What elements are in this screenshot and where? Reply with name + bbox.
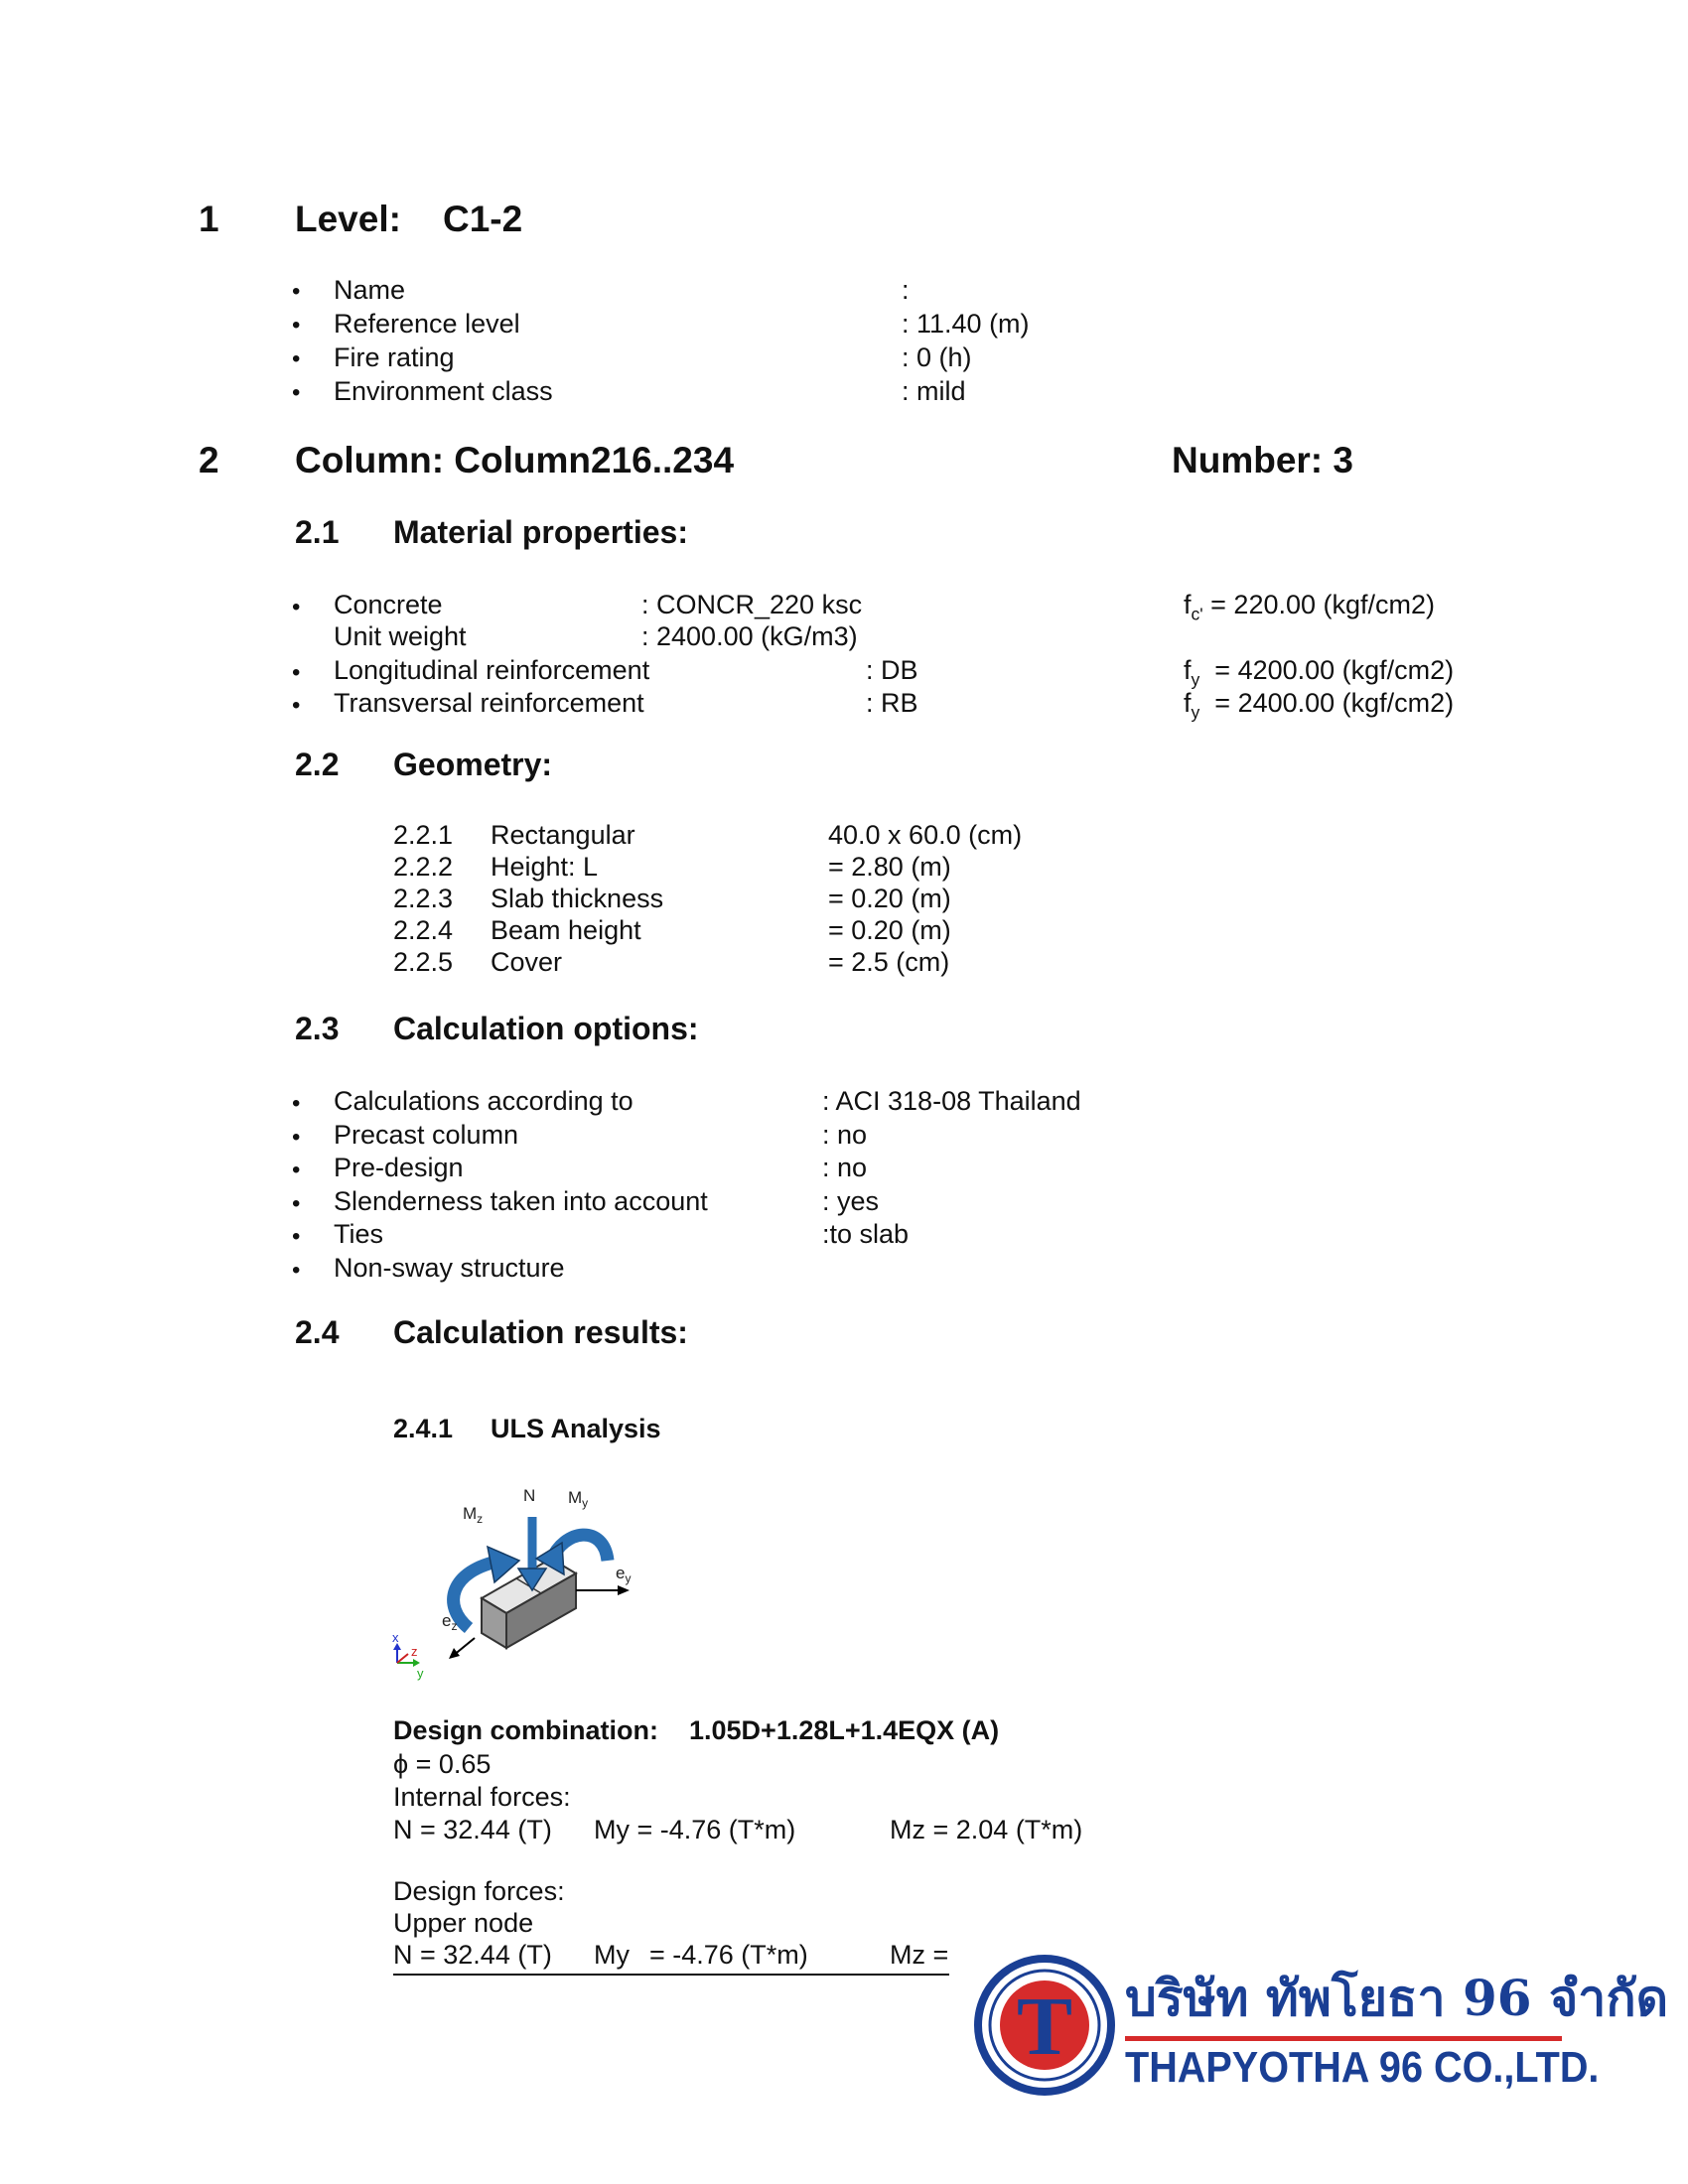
axis-z-line bbox=[397, 1654, 408, 1663]
geometry-row-value: = 2.5 (cm) bbox=[828, 947, 950, 977]
bullet: • bbox=[292, 1190, 301, 1217]
design-combination-value: 1.05D+1.28L+1.4EQX (A) bbox=[689, 1715, 1000, 1745]
options-number: 2.3 bbox=[295, 1011, 340, 1046]
fy-symbol: f bbox=[1184, 655, 1192, 685]
option-label: Pre-design bbox=[334, 1153, 464, 1182]
bullet: • bbox=[292, 345, 301, 372]
ey-label-e: e bbox=[616, 1564, 626, 1582]
fy-symbol: f bbox=[1184, 688, 1192, 718]
n-label: N bbox=[523, 1486, 536, 1505]
geometry-row-value: 40.0 x 60.0 (cm) bbox=[828, 820, 1023, 850]
column-load-diagram bbox=[387, 1479, 665, 1698]
bullet: • bbox=[292, 594, 301, 620]
concrete-value: : CONCR_220 ksc bbox=[641, 590, 863, 619]
option-value: : ACI 318-08 Thailand bbox=[822, 1086, 1081, 1116]
fy-subscript: y bbox=[1191, 669, 1200, 690]
geometry-row-number: 2.2.4 bbox=[393, 915, 454, 945]
column-title: Column: Column216..234 bbox=[295, 440, 735, 480]
axis-x-label: x bbox=[392, 1630, 399, 1645]
upper-n: N = 32.44 (T) bbox=[393, 1940, 552, 1970]
unit-weight-label: Unit weight bbox=[334, 621, 467, 651]
fy-subscript: y bbox=[1191, 702, 1200, 723]
logo-letter: T bbox=[1016, 1980, 1073, 2073]
level-item-label: Name bbox=[334, 275, 406, 305]
axis-z-label: z bbox=[411, 1644, 418, 1659]
geometry-row-number: 2.2.1 bbox=[393, 820, 454, 850]
bullet: • bbox=[292, 1090, 301, 1117]
upper-my-label: My bbox=[594, 1940, 630, 1970]
internal-forces-label: Internal forces: bbox=[393, 1782, 571, 1812]
mz-label-sub: z bbox=[477, 1512, 484, 1526]
level-item-label: Fire rating bbox=[334, 342, 455, 372]
bullet: • bbox=[292, 379, 301, 406]
geometry-row-number: 2.2.5 bbox=[393, 947, 454, 977]
design-forces-label: Design forces: bbox=[393, 1876, 565, 1906]
transversal-value: : RB bbox=[866, 688, 918, 718]
upper-mz-label: Mz = bbox=[890, 1940, 949, 1970]
longitudinal-value: : DB bbox=[866, 655, 918, 685]
geometry-row-label: Rectangular bbox=[491, 820, 635, 850]
phi-value: ϕ = 0.65 bbox=[393, 1749, 492, 1779]
fc-subscript: c' bbox=[1191, 604, 1203, 624]
logo-thai-name: บริษัท ทัพโยธา 96 จำกัด bbox=[1125, 1969, 1669, 2027]
section-2-number: 2 bbox=[199, 440, 219, 480]
company-logo bbox=[958, 1934, 1669, 2118]
my-label-sub: y bbox=[582, 1496, 589, 1510]
options-title: Calculation options: bbox=[393, 1011, 699, 1046]
option-value: :to slab bbox=[822, 1219, 910, 1249]
option-label: Slenderness taken into account bbox=[334, 1186, 708, 1216]
my-label bbox=[568, 1488, 588, 1510]
level-item-label: Environment class bbox=[334, 376, 553, 406]
material-number: 2.1 bbox=[295, 514, 340, 550]
level-item-value: : 11.40 (m) bbox=[902, 309, 1030, 339]
transversal-label: Transversal reinforcement bbox=[334, 688, 644, 718]
material-title: Material properties: bbox=[393, 514, 688, 550]
geometry-row-number: 2.2.2 bbox=[393, 852, 454, 882]
uls-number: 2.4.1 bbox=[393, 1414, 454, 1443]
ez-arrow-head bbox=[449, 1648, 460, 1659]
geometry-row-label: Cover bbox=[491, 947, 563, 977]
upper-my-value: = -4.76 (T*m) bbox=[649, 1940, 808, 1970]
option-value: : no bbox=[822, 1120, 868, 1150]
option-label: Non-sway structure bbox=[334, 1253, 565, 1283]
option-value: : no bbox=[822, 1153, 868, 1182]
concrete-label: Concrete bbox=[334, 590, 443, 619]
transversal-fy-value: = 2400.00 (kgf/cm2) bbox=[1214, 688, 1455, 718]
ez-label-sub: z bbox=[451, 1619, 458, 1633]
bullet: • bbox=[292, 1223, 301, 1250]
bullet: • bbox=[292, 659, 301, 686]
column-number: Number: 3 bbox=[1172, 440, 1353, 480]
level-item-value: : 0 (h) bbox=[902, 342, 972, 372]
level-title: Level: bbox=[295, 199, 401, 239]
section-1-number: 1 bbox=[199, 199, 219, 239]
geometry-row-value: = 0.20 (m) bbox=[828, 915, 951, 945]
level-item-value: : mild bbox=[902, 376, 966, 406]
bullet: • bbox=[292, 692, 301, 719]
design-combination-label: Design combination: bbox=[393, 1715, 659, 1745]
bullet: • bbox=[292, 278, 301, 305]
logo-emblem bbox=[973, 1954, 1116, 2097]
bullet: • bbox=[292, 1124, 301, 1151]
internal-my: My = -4.76 (T*m) bbox=[594, 1815, 796, 1844]
geometry-row-value: = 0.20 (m) bbox=[828, 884, 951, 913]
fc-symbol: f bbox=[1184, 590, 1192, 619]
results-title: Calculation results: bbox=[393, 1314, 688, 1350]
longitudinal-fy-value: = 4200.00 (kgf/cm2) bbox=[1214, 655, 1455, 685]
uls-title: ULS Analysis bbox=[491, 1414, 661, 1443]
option-label: Ties bbox=[334, 1219, 384, 1249]
option-value: : yes bbox=[822, 1186, 880, 1216]
geometry-row-value: = 2.80 (m) bbox=[828, 852, 951, 882]
level-value: C1-2 bbox=[443, 199, 523, 239]
bullet: • bbox=[292, 1157, 301, 1183]
logo-divider bbox=[1125, 2036, 1562, 2041]
geometry-row-number: 2.2.3 bbox=[393, 884, 454, 913]
bullet: • bbox=[292, 312, 301, 339]
ey-label-sub: y bbox=[625, 1571, 632, 1585]
mz-label-m: M bbox=[463, 1504, 478, 1523]
unit-weight-value: : 2400.00 (kG/m3) bbox=[641, 621, 858, 651]
internal-n: N = 32.44 (T) bbox=[393, 1815, 552, 1844]
longitudinal-fy bbox=[1184, 655, 1454, 690]
transversal-fy bbox=[1184, 688, 1454, 723]
logo-english-name: THAPYOTHA 96 CO.,LTD. bbox=[1125, 2043, 1600, 2092]
level-item-label: Reference level bbox=[334, 309, 520, 339]
geometry-row-label: Slab thickness bbox=[491, 884, 664, 913]
geometry-title: Geometry: bbox=[393, 747, 553, 782]
ey-label bbox=[616, 1564, 631, 1585]
level-item-value: : bbox=[902, 275, 910, 305]
mz-arrow-head bbox=[488, 1547, 519, 1582]
results-number: 2.4 bbox=[295, 1314, 340, 1350]
fc-value: = 220.00 (kgf/cm2) bbox=[1210, 590, 1436, 619]
axis-y-label: y bbox=[417, 1666, 424, 1681]
geometry-row-label: Height: L bbox=[491, 852, 599, 882]
ey-arrow-head bbox=[618, 1585, 630, 1595]
upper-node-forces-row bbox=[393, 1940, 949, 1976]
ez-label-e: e bbox=[442, 1611, 452, 1630]
fc-strength bbox=[1184, 590, 1435, 624]
internal-mz: Mz = 2.04 (T*m) bbox=[890, 1815, 1083, 1844]
longitudinal-label: Longitudinal reinforcement bbox=[334, 655, 650, 685]
mz-label bbox=[463, 1504, 483, 1526]
upper-node-label: Upper node bbox=[393, 1908, 534, 1938]
my-label-m: M bbox=[568, 1488, 583, 1507]
option-label: Precast column bbox=[334, 1120, 519, 1150]
bullet: • bbox=[292, 1257, 301, 1284]
option-label: Calculations according to bbox=[334, 1086, 633, 1116]
geometry-number: 2.2 bbox=[295, 747, 340, 782]
geometry-row-label: Beam height bbox=[491, 915, 641, 945]
